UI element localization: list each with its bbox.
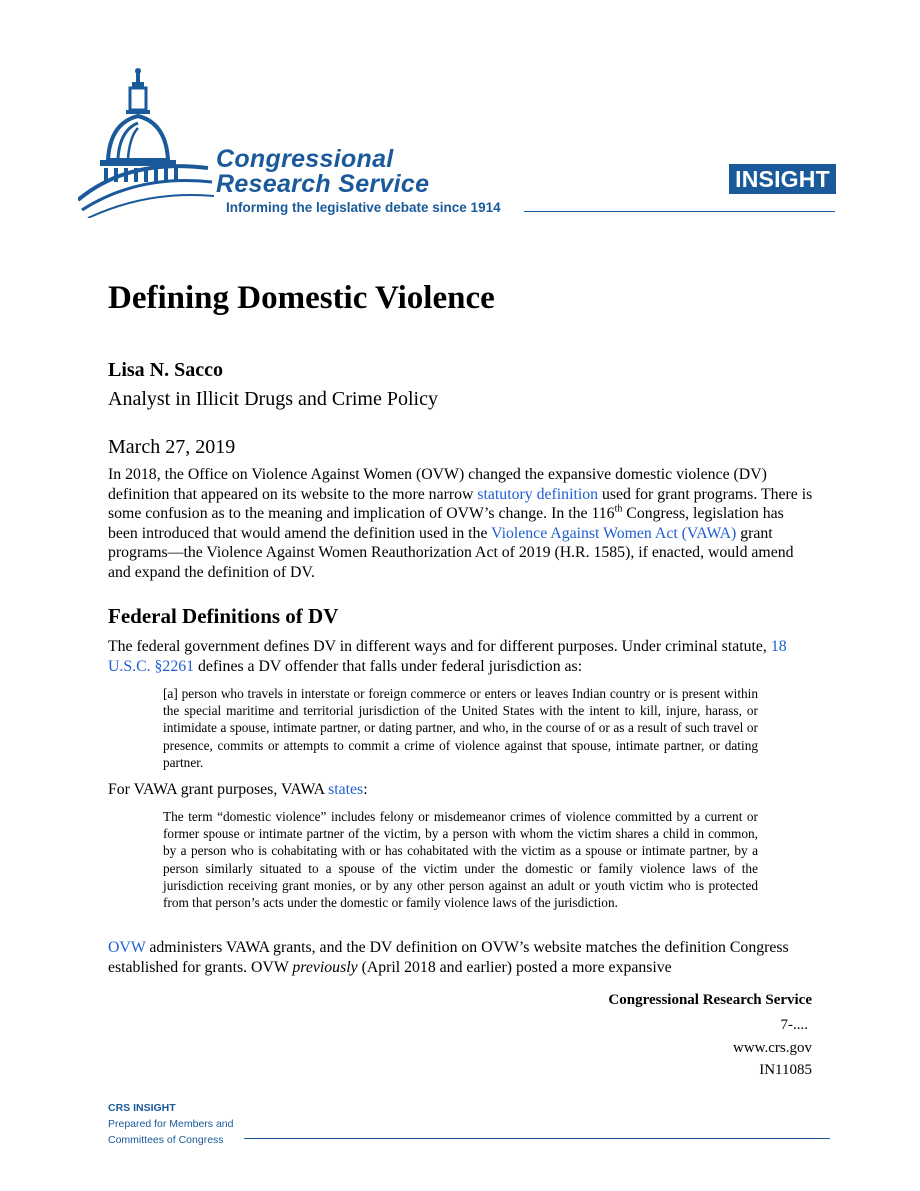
insight-badge: INSIGHT	[729, 164, 836, 194]
ovw-paragraph	[108, 938, 813, 977]
header-divider	[524, 211, 835, 212]
intro-paragraph	[108, 465, 813, 582]
footer-url: www.crs.gov	[732, 1040, 812, 1056]
footer-report-id: IN11085	[759, 1062, 812, 1078]
author-title: Analyst in Illicit Drugs and Crime Policy	[108, 388, 438, 410]
ovw-link[interactable]: OVW	[108, 939, 146, 956]
publication-date: March 27, 2019	[108, 436, 236, 458]
footer-code: 7-....	[780, 1017, 808, 1033]
federal-definitions-paragraph	[108, 637, 813, 676]
footer-prepared-line1: Prepared for Members and	[108, 1118, 234, 1130]
author-name: Lisa N. Sacco	[108, 359, 223, 381]
text-span: used for grant programs. There is some confusion as to the meaning and implication of OVW’s change. In the 116	[108, 485, 813, 522]
statutory-definition-link[interactable]: statutory definition	[477, 485, 599, 503]
text-span: :	[363, 781, 368, 798]
text-span: administers VAWA grants, and the DV definition on OVW’s website matches the definition Congress established for grants. OVW	[108, 939, 789, 976]
text-span: The federal government defines DV in different ways and for different purposes. Under criminal statute,	[108, 638, 771, 655]
ordinal-suffix: th	[614, 503, 623, 515]
block-quote-criminal-statute: [a] person who travels in interstate or foreign commerce or enters or leaves Indian country or is present within the special maritime and territorial jurisdiction of the United States with the intent to kill, injure, harass, or intimidate a spouse, intimate partner, or dating partner, and who, in the course of or as a result of such travel or presence, commits or attempts to commit a crime of violence against that spouse, intimate partner, or dating partner.	[163, 686, 758, 770]
footer-org: Congressional Research Service	[608, 992, 812, 1008]
vawa-states-link[interactable]: states	[328, 781, 364, 798]
section-heading: Federal Definitions of DV	[108, 604, 339, 628]
org-name-line1: Congressional	[216, 145, 394, 173]
text-span: defines a DV offender that falls under federal jurisdiction as:	[194, 657, 583, 675]
page-title: Defining Domestic Violence	[108, 280, 495, 316]
footer-insight-block	[108, 1100, 233, 1148]
vawa-link[interactable]: Violence Against Women Act (VAWA)	[491, 524, 737, 542]
org-name-line2: Research Service	[216, 170, 430, 198]
vawa-paragraph	[108, 780, 813, 800]
footer-prepared-line2: Committees of Congress	[108, 1134, 224, 1146]
text-span: grant programs—the Violence Against Women Reauthorization Act of 2019 (H.R. 1585), if enacted, would amend and expand the definition of DV.	[108, 524, 794, 581]
text-span: (April 2018 and earlier) posted a more expansive	[357, 958, 672, 976]
block-quote-vawa-definition: The term “domestic violence” includes felony or misdemeanor crimes of violence committed by a current or former spouse or intimate partner of the victim, by a person with whom the victim shares a child in common, by a person who is cohabitating with or has cohabitated with the victim as a spouse or intimate partner, by a person similarly situated to a spouse of the victim under the domestic or family violence laws of the jurisdiction receiving grant monies, or by any other person against an adult or youth victim who is protected from that person’s acts under the domestic or family violence laws of the jurisdiction.	[163, 809, 758, 911]
footer-divider	[244, 1138, 830, 1139]
usc-2261-link[interactable]: 18 U.S.C. §2261	[108, 638, 787, 675]
text-span: For VAWA grant purposes, VAWA	[108, 781, 329, 798]
emphasis-text: previously	[292, 958, 358, 976]
text-span: Congress, legislation has been introduced that would amend the definition used in the	[108, 505, 784, 542]
org-tagline: Informing the legislative debate since 1914	[226, 200, 501, 215]
footer-insight-label: CRS INSIGHT	[108, 1102, 176, 1114]
text-span: In 2018, the Office on Violence Against Women (OVW) changed the expansive domestic violence (DV) definition that appeared on its website to the more narrow	[108, 466, 767, 503]
